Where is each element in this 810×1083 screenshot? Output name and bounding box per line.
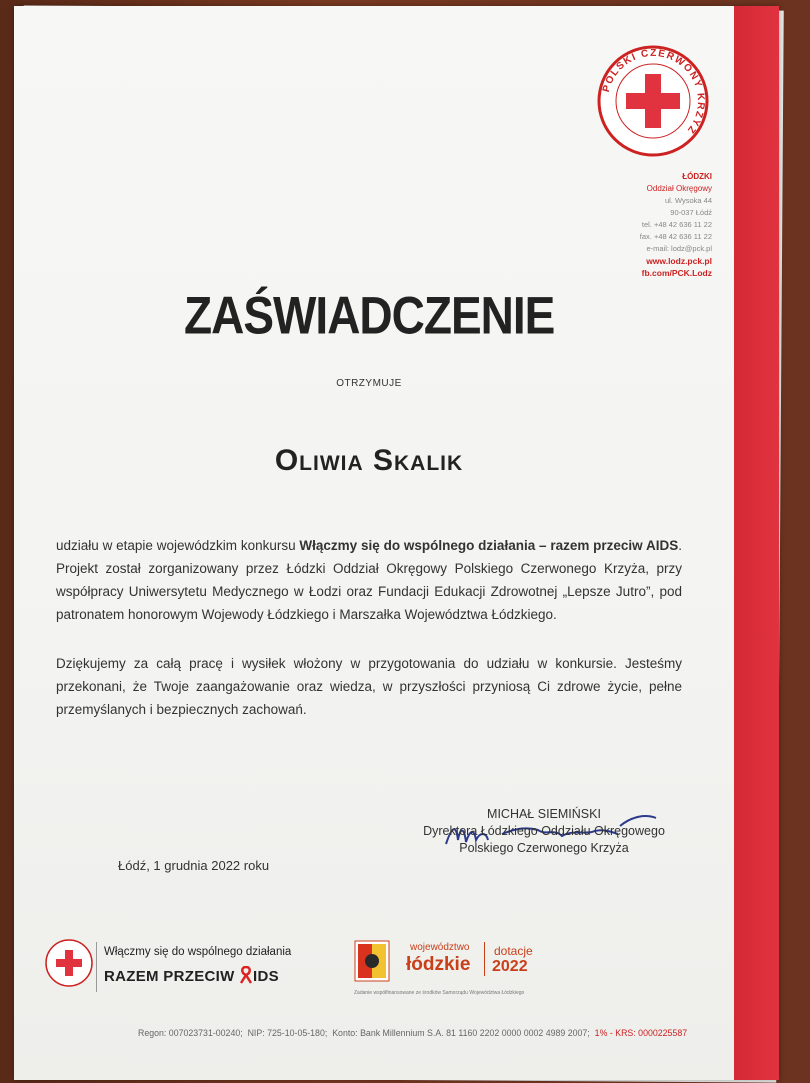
campaign-name: Włączmy się do wspólnego działania – razem przeciw AIDS: [299, 538, 679, 553]
campaign-ids: IDS: [253, 968, 279, 985]
website: www.lodz.pck.pl: [646, 256, 712, 266]
fax: fax. +48 42 636 11 22: [639, 232, 712, 241]
voivodeship-name: łódzkie: [406, 954, 471, 975]
document-title: ZAŚWIADCZENIE: [184, 285, 555, 345]
krs-number: 1% - KRS: 0000225587: [594, 1028, 688, 1038]
grant-year: 2022: [492, 958, 528, 975]
signer-name: MICHAŁ SIEMIŃSKI: [487, 807, 601, 821]
voivodeship-label: województwo: [410, 942, 470, 953]
signer-block: [394, 806, 694, 857]
bank-account: Konto: Bank Millennium S.A. 81 1160 2202 0000 0002 4989 2007;: [332, 1028, 590, 1038]
grant-divider: [484, 942, 485, 976]
receives-label: OTRZYMUJE: [336, 378, 402, 389]
contact-block: [554, 171, 712, 279]
footer-logos: [44, 934, 574, 1004]
lodzkie-crest-icon: [354, 940, 390, 982]
campaign-razem-przeciw: RAZEM PRZECIW: [104, 968, 235, 985]
postal-code: 90-037 Łódź: [670, 208, 712, 217]
signer-title-line-1: Dyrektora Łódzkiego Oddziału Okręgowego: [423, 824, 665, 838]
recipient-name: Oliwia Skalik: [274, 444, 464, 477]
grant-label: dotacje: [494, 944, 533, 958]
nip: NIP: 725-10-05-180;: [247, 1028, 328, 1038]
p1-start: udziału w etapie wojewódzkim konkursu: [56, 538, 300, 553]
red-cross-logo: [596, 44, 710, 158]
facebook-link: fb.com/PCK.Lodz: [641, 268, 712, 278]
p1-rest: . Projekt został zorganizowany przez Łódzki Oddział Okręgowy Polskiego Czerwonego Krzyża, przy współpracy Uniwersytetu Medycznego w Łodzi oraz Fundacji Edukacji Zdrowotnej „Lepsze Jutro”, pod patronatem honorowym Wojewody Łódzkiego i Marszałka Województwa Łódzkiego.: [56, 538, 683, 622]
place-and-date: Łódź, 1 grudnia 2022 roku: [118, 858, 270, 873]
branch-city: ŁÓDZKI: [682, 172, 712, 181]
regon: Regon: 007023731-00240;: [138, 1028, 243, 1038]
cofinancing-note: Zadanie współfinansowane ze środków Samorządu Województwa Łódzkiego: [354, 990, 525, 996]
red-ribbon-icon: [239, 966, 253, 984]
legal-footer: [138, 1028, 687, 1038]
email: e-mail: lodz@pck.pl: [646, 244, 712, 253]
campaign-logo-line-2: [104, 966, 279, 985]
red-side-band: [734, 6, 779, 1080]
branch-department: Oddział Okręgowy: [646, 184, 712, 193]
paragraph-1: [56, 534, 682, 626]
street: ul. Wysoka 44: [664, 196, 712, 205]
paragraph-2: Dziękujemy za całą pracę i wysiłek włożony w przygotowania do udziału w konkursie. Jesteśmy przekonani, że Twoje zaangażowanie oraz wiedza, w przyszłości przyniosą Ci zdrowe życie, pełne przemyślanych i bezpiecznych zachowań.: [56, 656, 682, 717]
telephone: tel. +48 42 636 11 22: [641, 220, 712, 229]
campaign-logo-line-1: Włączmy się do wspólnego działania: [104, 946, 292, 958]
logo-ring-text: POLSKI CZERWONY KRZYŻ: [600, 47, 707, 137]
certificate-page: [14, 6, 779, 1080]
logo-divider: [96, 942, 97, 992]
red-cross-small-logo: [44, 938, 94, 988]
signer-title-line-2: Polskiego Czerwonego Krzyża: [459, 841, 629, 855]
